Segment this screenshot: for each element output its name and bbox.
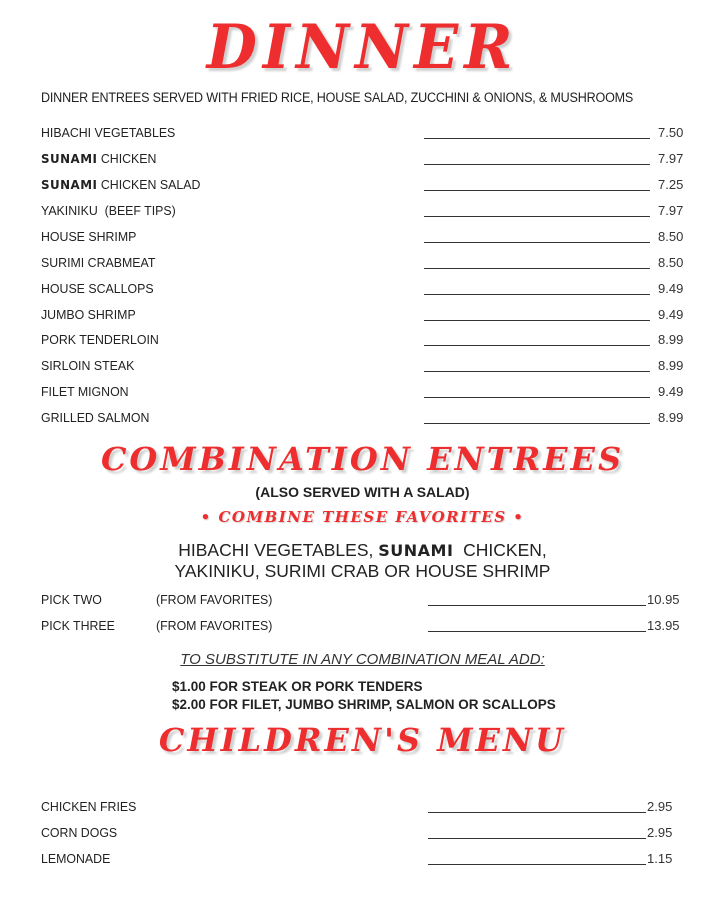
leader-line — [428, 812, 646, 813]
menu-item — [0, 149, 725, 169]
item-price: 7.97 — [658, 151, 684, 166]
menu-item — [0, 201, 725, 221]
menu-item — [0, 279, 725, 299]
brand-name: SUNAMI — [378, 541, 454, 560]
substitute-heading: TO SUBSTITUTE IN ANY COMBINATION MEAL ADD: — [180, 651, 545, 668]
menu-item — [0, 305, 725, 325]
menu-item — [0, 823, 725, 843]
item-name: CHICKEN FRIES — [41, 799, 137, 814]
item-price: 10.95 — [647, 592, 680, 607]
leader-line — [428, 605, 646, 606]
item-price: 9.49 — [658, 307, 684, 322]
leader-line — [428, 864, 646, 865]
leader-line — [424, 397, 650, 398]
item-price: 1.15 — [647, 851, 673, 866]
also-served-note: (ALSO SERVED WITH A SALAD) — [255, 484, 470, 500]
item-name: CHICKEN — [97, 151, 157, 166]
leader-line — [424, 345, 650, 346]
combine-favorites-label: • COMBINE THESE FAVORITES • — [200, 508, 525, 526]
item-price: 9.49 — [658, 281, 684, 296]
leader-line — [424, 320, 650, 321]
menu-item — [0, 616, 725, 636]
item-price: 2.95 — [647, 825, 673, 840]
item-price: 2.95 — [647, 799, 673, 814]
menu-item — [0, 797, 725, 817]
favorites-line-1: HIBACHI VEGETABLES, SUNAMI CHICKEN, — [178, 540, 547, 560]
brand-name: SUNAMI — [41, 177, 98, 192]
item-price: 7.50 — [658, 125, 684, 140]
item-price: 8.99 — [658, 332, 684, 347]
leader-line — [424, 423, 650, 424]
menu-item — [0, 227, 725, 247]
childrens-menu-title: CHILDREN'S MENU — [158, 721, 567, 759]
item-price: 8.50 — [658, 229, 684, 244]
item-price: 7.97 — [658, 203, 684, 218]
item-name: HIBACHI VEGETABLES — [41, 125, 176, 140]
menu-item — [0, 408, 725, 428]
menu-item — [0, 175, 725, 195]
item-name: PORK TENDERLOIN — [41, 332, 159, 347]
combination-title: COMBINATION ENTREES — [100, 440, 625, 478]
item-name: PICK TWO — [41, 592, 102, 607]
item-name: PICK THREE — [41, 618, 115, 633]
item-price: 8.99 — [658, 410, 684, 425]
dinner-subtitle: DINNER ENTREES SERVED WITH FRIED RICE, HOUSE SALAD, ZUCCHINI & ONIONS, & MUSHROOMS — [41, 90, 634, 105]
brand-name: SUNAMI — [41, 151, 98, 166]
menu-item — [0, 123, 725, 143]
substitute-line: $1.00 FOR STEAK OR PORK TENDERS — [172, 679, 423, 694]
leader-line — [424, 242, 650, 243]
item-note: (FROM FAVORITES) — [156, 592, 273, 607]
menu-item — [0, 849, 725, 869]
item-name: CHICKEN SALAD — [97, 177, 201, 192]
item-price: 9.49 — [658, 384, 684, 399]
item-name: LEMONADE — [41, 851, 111, 866]
menu-item — [0, 382, 725, 402]
favorites-line-2: YAKINIKU, SURIMI CRAB OR HOUSE SHRIMP — [174, 561, 551, 581]
leader-line — [424, 216, 650, 217]
menu-item — [0, 590, 725, 610]
leader-line — [428, 631, 646, 632]
leader-line — [424, 371, 650, 372]
item-name: CORN DOGS — [41, 825, 118, 840]
item-name: GRILLED SALMON — [41, 410, 150, 425]
leader-line — [424, 164, 650, 165]
item-name: YAKINIKU (BEEF TIPS) — [41, 203, 176, 218]
leader-line — [424, 268, 650, 269]
item-price: 8.50 — [658, 255, 684, 270]
item-price: 7.25 — [658, 177, 684, 192]
item-name: JUMBO SHRIMP — [41, 307, 136, 322]
dinner-title: DINNER — [206, 11, 519, 83]
item-price: 8.99 — [658, 358, 684, 373]
substitute-line: $2.00 FOR FILET, JUMBO SHRIMP, SALMON OR SCALLOPS — [172, 697, 556, 712]
item-name: FILET MIGNON — [41, 384, 129, 399]
leader-line — [424, 190, 650, 191]
menu-item — [0, 253, 725, 273]
item-name: HOUSE SCALLOPS — [41, 281, 154, 296]
menu-item — [0, 356, 725, 376]
leader-line — [428, 838, 646, 839]
item-note: (FROM FAVORITES) — [156, 618, 273, 633]
item-price: 13.95 — [647, 618, 680, 633]
leader-line — [424, 138, 650, 139]
item-name: HOUSE SHRIMP — [41, 229, 137, 244]
item-name: SIRLOIN STEAK — [41, 358, 135, 373]
menu-item — [0, 330, 725, 350]
leader-line — [424, 294, 650, 295]
item-name: SURIMI CRABMEAT — [41, 255, 156, 270]
